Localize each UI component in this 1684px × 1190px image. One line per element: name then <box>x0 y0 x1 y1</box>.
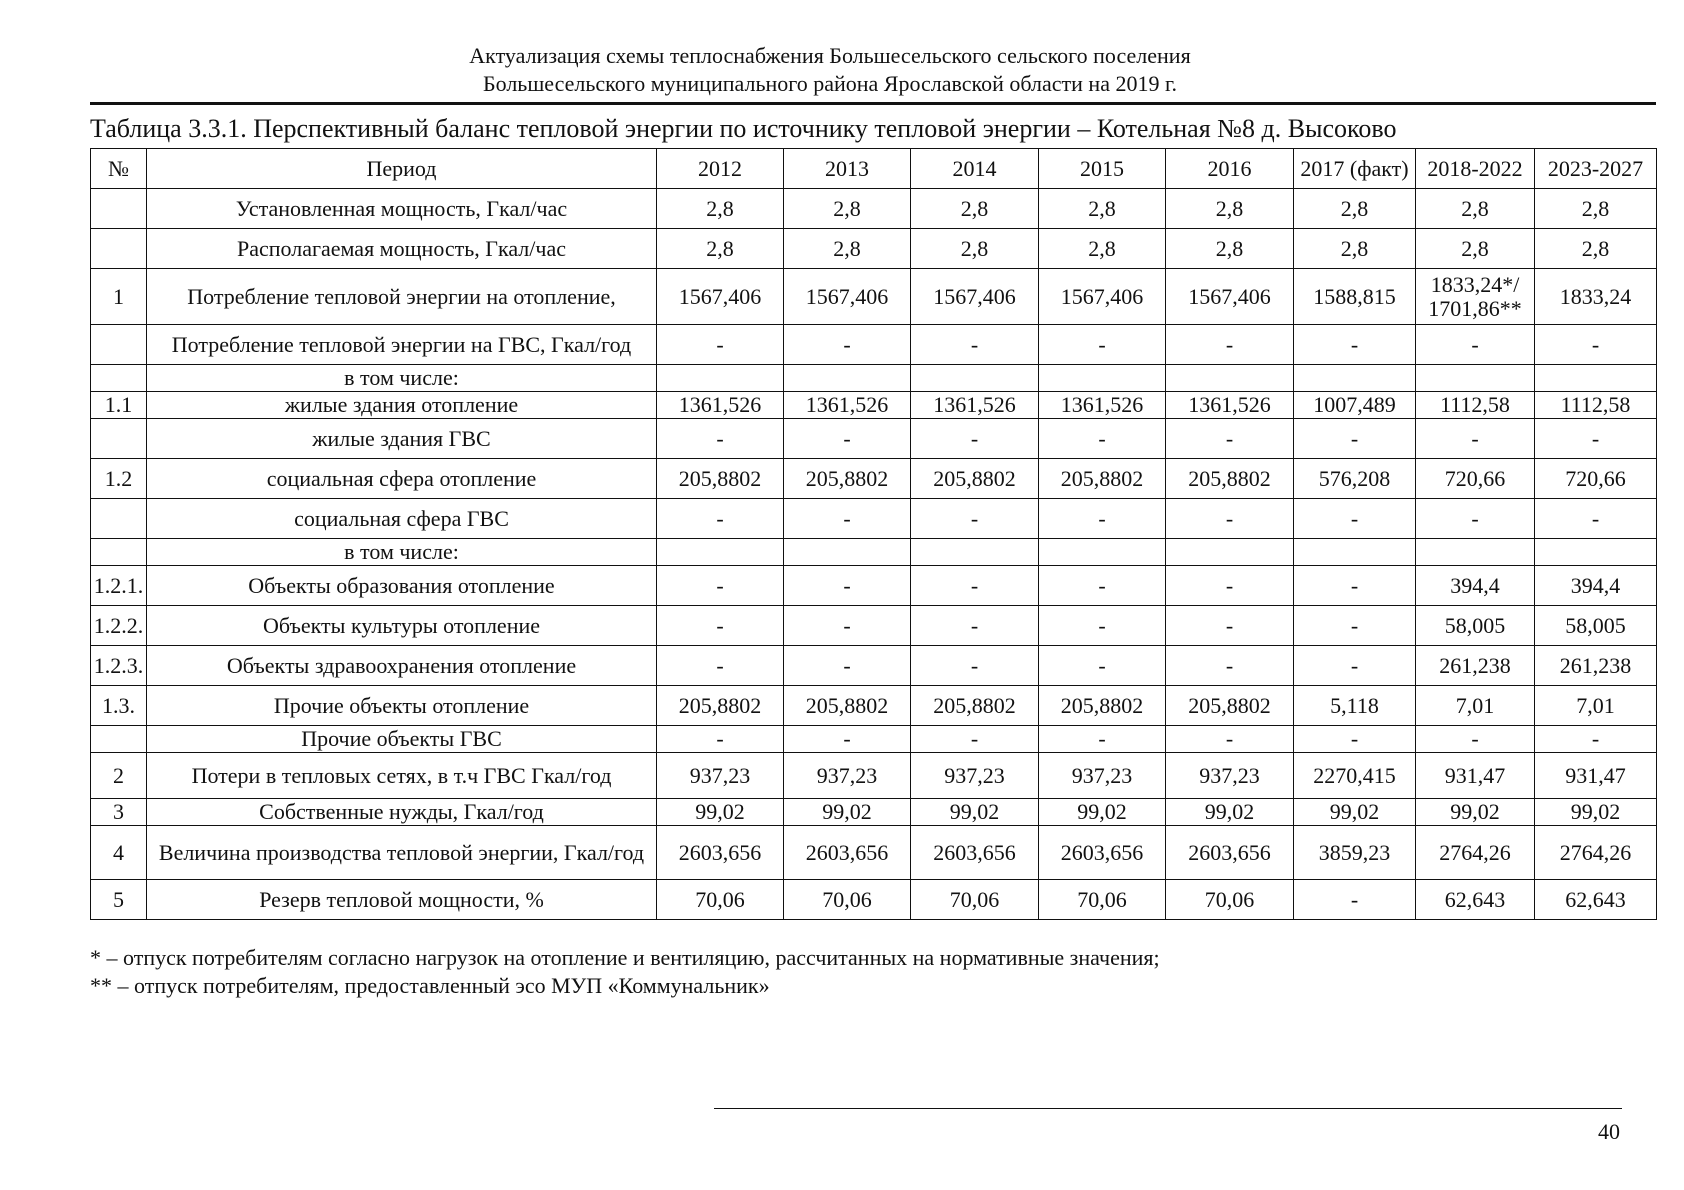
value-cell: 2,8 <box>1166 229 1294 269</box>
value-cell: - <box>657 646 784 686</box>
value-cell: - <box>1294 726 1416 753</box>
value-cell: 99,02 <box>1166 799 1294 826</box>
row-number-cell <box>91 539 147 566</box>
value-cell: - <box>1294 419 1416 459</box>
value-cell: 205,8802 <box>911 686 1039 726</box>
value-cell <box>1535 539 1657 566</box>
column-header: Период <box>147 149 657 189</box>
value-cell: - <box>1416 726 1535 753</box>
value-cell <box>1535 365 1657 392</box>
column-header: 2023-2027 <box>1535 149 1657 189</box>
value-cell: 1588,815 <box>1294 269 1416 325</box>
value-cell: 2,8 <box>911 229 1039 269</box>
row-label-cell: Располагаемая мощность, Гкал/час <box>147 229 657 269</box>
header-divider <box>90 102 1656 105</box>
row-number-cell <box>91 365 147 392</box>
table-body <box>91 189 1657 920</box>
table-title: Таблица 3.3.1. Перспективный баланс тепловой энергии по источнику тепловой энергии – Котельная №8 д. Высоково <box>90 114 1397 143</box>
value-cell: 205,8802 <box>784 686 911 726</box>
value-cell: 205,8802 <box>1039 459 1166 499</box>
value-cell: - <box>1416 419 1535 459</box>
value-cell: 7,01 <box>1416 686 1535 726</box>
row-number-cell <box>91 325 147 365</box>
value-cell: 2,8 <box>1166 189 1294 229</box>
value-cell: 1567,406 <box>1039 269 1166 325</box>
table-header-row <box>91 149 1657 189</box>
value-cell: 3859,23 <box>1294 826 1416 880</box>
value-cell: - <box>1294 606 1416 646</box>
value-cell: 205,8802 <box>1039 686 1166 726</box>
value-cell: 261,238 <box>1416 646 1535 686</box>
value-cell: - <box>1166 499 1294 539</box>
row-label-cell: Собственные нужды, Гкал/год <box>147 799 657 826</box>
value-cell: 1007,489 <box>1294 392 1416 419</box>
value-cell: 205,8802 <box>784 459 911 499</box>
value-cell: 62,643 <box>1416 880 1535 920</box>
row-number-cell: 1.2.3. <box>91 646 147 686</box>
value-cell: 70,06 <box>657 880 784 920</box>
value-cell <box>1166 365 1294 392</box>
value-cell <box>1416 539 1535 566</box>
value-cell: 2,8 <box>1416 189 1535 229</box>
value-cell: - <box>784 499 911 539</box>
value-cell: 205,8802 <box>911 459 1039 499</box>
value-cell: - <box>911 566 1039 606</box>
row-label-cell: Прочие объекты отопление <box>147 686 657 726</box>
value-cell: 2,8 <box>1294 229 1416 269</box>
value-cell: 2603,656 <box>911 826 1039 880</box>
row-number-cell: 1.2.2. <box>91 606 147 646</box>
value-cell: 2,8 <box>1535 189 1657 229</box>
value-cell: 2,8 <box>1416 229 1535 269</box>
footnote: * – отпуск потребителям согласно нагрузок на отопление и вентиляцию, рассчитанных на нормативные значения; <box>90 945 1160 970</box>
value-cell: 5,118 <box>1294 686 1416 726</box>
table-row <box>91 539 1657 566</box>
column-header: 2015 <box>1039 149 1166 189</box>
row-number-cell <box>91 726 147 753</box>
row-number-cell <box>91 189 147 229</box>
value-cell: 58,005 <box>1535 606 1657 646</box>
value-cell: - <box>1039 325 1166 365</box>
value-cell <box>784 539 911 566</box>
value-cell <box>911 539 1039 566</box>
table-row <box>91 419 1657 459</box>
value-cell: 99,02 <box>784 799 911 826</box>
row-label-cell: в том числе: <box>147 365 657 392</box>
table-row <box>91 686 1657 726</box>
value-cell <box>657 539 784 566</box>
row-label-cell: Установленная мощность, Гкал/час <box>147 189 657 229</box>
value-cell: 99,02 <box>1294 799 1416 826</box>
value-cell: - <box>784 566 911 606</box>
value-cell: 2270,415 <box>1294 753 1416 799</box>
value-cell: - <box>1294 566 1416 606</box>
value-cell: - <box>1535 499 1657 539</box>
value-cell: 2603,656 <box>1166 826 1294 880</box>
value-cell: 70,06 <box>1039 880 1166 920</box>
table-row <box>91 229 1657 269</box>
row-label-cell: Объекты образования отопление <box>147 566 657 606</box>
value-cell: 937,23 <box>657 753 784 799</box>
value-cell: 99,02 <box>1039 799 1166 826</box>
value-cell: 931,47 <box>1416 753 1535 799</box>
value-cell <box>784 365 911 392</box>
column-header: 2017 (факт) <box>1294 149 1416 189</box>
value-cell: 99,02 <box>911 799 1039 826</box>
row-label-cell: Резерв тепловой мощности, % <box>147 880 657 920</box>
value-cell: - <box>911 419 1039 459</box>
row-label-cell: Объекты культуры отопление <box>147 606 657 646</box>
value-cell: 1361,526 <box>1166 392 1294 419</box>
value-cell: - <box>1039 606 1166 646</box>
value-cell <box>1416 365 1535 392</box>
value-cell: 205,8802 <box>657 686 784 726</box>
value-cell: 937,23 <box>1166 753 1294 799</box>
value-cell: - <box>657 726 784 753</box>
value-cell: 2,8 <box>1039 189 1166 229</box>
value-cell <box>1294 365 1416 392</box>
value-cell: 931,47 <box>1535 753 1657 799</box>
value-line: 1701,86** <box>1428 295 1522 321</box>
row-label-cell: Объекты здравоохранения отопление <box>147 646 657 686</box>
value-cell: - <box>784 325 911 365</box>
value-cell: 1567,406 <box>1166 269 1294 325</box>
value-cell: - <box>784 646 911 686</box>
column-header: 2014 <box>911 149 1039 189</box>
row-label-cell: социальная сфера отопление <box>147 459 657 499</box>
row-number-cell: 1.3. <box>91 686 147 726</box>
value-cell: - <box>911 646 1039 686</box>
page-header <box>90 42 1570 98</box>
column-header: 2012 <box>657 149 784 189</box>
value-cell: 937,23 <box>1039 753 1166 799</box>
value-cell: 205,8802 <box>1166 459 1294 499</box>
value-cell: - <box>1416 325 1535 365</box>
value-cell: - <box>1166 646 1294 686</box>
value-cell: - <box>1039 646 1166 686</box>
value-cell: 2,8 <box>784 189 911 229</box>
value-cell: 937,23 <box>784 753 911 799</box>
value-cell: 58,005 <box>1416 606 1535 646</box>
table-row <box>91 826 1657 880</box>
value-cell: - <box>1166 726 1294 753</box>
table-row <box>91 269 1657 325</box>
value-cell: - <box>1166 606 1294 646</box>
value-cell: 99,02 <box>1535 799 1657 826</box>
table-row <box>91 365 1657 392</box>
value-cell: - <box>657 566 784 606</box>
value-cell: 205,8802 <box>1166 686 1294 726</box>
value-cell: - <box>911 499 1039 539</box>
value-cell: 394,4 <box>1416 566 1535 606</box>
row-label-cell: Потребление тепловой энергии на ГВС, Гкал/год <box>147 325 657 365</box>
value-cell: - <box>784 606 911 646</box>
table-row <box>91 880 1657 920</box>
value-cell: 1361,526 <box>1039 392 1166 419</box>
value-cell: 70,06 <box>1166 880 1294 920</box>
value-cell: - <box>1535 726 1657 753</box>
row-label-cell: Потери в тепловых сетях, в т.ч ГВС Гкал/год <box>147 753 657 799</box>
value-cell: - <box>1039 499 1166 539</box>
row-number-cell <box>91 499 147 539</box>
row-number-cell: 3 <box>91 799 147 826</box>
row-number-cell: 1 <box>91 269 147 325</box>
footnotes <box>90 944 1590 1000</box>
column-header: 2013 <box>784 149 911 189</box>
value-cell: 99,02 <box>657 799 784 826</box>
value-cell: 1112,58 <box>1535 392 1657 419</box>
value-cell: 1112,58 <box>1416 392 1535 419</box>
value-cell: 205,8802 <box>657 459 784 499</box>
value-cell: 2,8 <box>657 229 784 269</box>
value-cell: - <box>1039 726 1166 753</box>
value-cell: 2603,656 <box>784 826 911 880</box>
row-label-cell: жилые здания ГВС <box>147 419 657 459</box>
value-cell: 394,4 <box>1535 566 1657 606</box>
value-cell: - <box>1166 325 1294 365</box>
value-cell: - <box>1294 646 1416 686</box>
value-cell: 70,06 <box>911 880 1039 920</box>
table-row <box>91 325 1657 365</box>
value-cell <box>1039 365 1166 392</box>
table-row <box>91 753 1657 799</box>
table-row <box>91 566 1657 606</box>
row-number-cell: 1.1 <box>91 392 147 419</box>
table-row <box>91 799 1657 826</box>
value-cell: 70,06 <box>784 880 911 920</box>
value-cell <box>1039 539 1166 566</box>
value-cell: - <box>1294 880 1416 920</box>
value-cell: 1833,24 <box>1535 269 1657 325</box>
value-cell: 2764,26 <box>1416 826 1535 880</box>
value-cell: 1567,406 <box>657 269 784 325</box>
row-number-cell: 1.2 <box>91 459 147 499</box>
row-label-cell: Потребление тепловой энергии на отопление, <box>147 269 657 325</box>
value-cell: 1361,526 <box>784 392 911 419</box>
page-number: 40 <box>1598 1119 1620 1144</box>
value-cell: 261,238 <box>1535 646 1657 686</box>
table-row <box>91 392 1657 419</box>
value-cell: 2,8 <box>784 229 911 269</box>
value-cell: 2603,656 <box>1039 826 1166 880</box>
row-label-cell: жилые здания отопление <box>147 392 657 419</box>
value-cell: 1567,406 <box>911 269 1039 325</box>
row-label-cell: Прочие объекты ГВС <box>147 726 657 753</box>
value-cell: - <box>657 499 784 539</box>
value-cell: - <box>911 726 1039 753</box>
row-label-cell: Величина производства тепловой энергии, Гкал/год <box>147 826 657 880</box>
value-cell: - <box>1039 419 1166 459</box>
value-cell: 2764,26 <box>1535 826 1657 880</box>
row-number-cell: 1.2.1. <box>91 566 147 606</box>
value-cell: - <box>1166 566 1294 606</box>
table-row <box>91 459 1657 499</box>
value-cell <box>911 365 1039 392</box>
value-cell: 99,02 <box>1416 799 1535 826</box>
value-cell <box>1166 539 1294 566</box>
table-row <box>91 646 1657 686</box>
value-cell: 7,01 <box>1535 686 1657 726</box>
value-cell: - <box>657 606 784 646</box>
value-cell: 2603,656 <box>657 826 784 880</box>
value-cell: 2,8 <box>1535 229 1657 269</box>
row-number-cell: 4 <box>91 826 147 880</box>
value-cell: - <box>911 606 1039 646</box>
heat-balance-table <box>90 148 1657 920</box>
header-line-1: Актуализация схемы теплоснабжения Большесельского сельского поселения <box>469 43 1191 68</box>
value-cell: - <box>657 419 784 459</box>
value-cell: - <box>1294 325 1416 365</box>
value-cell: - <box>911 325 1039 365</box>
value-cell: 937,23 <box>911 753 1039 799</box>
footnote: ** – отпуск потребителям, предоставленный эсо МУП «Коммунальник» <box>90 973 770 998</box>
row-label-cell: в том числе: <box>147 539 657 566</box>
table-row <box>91 189 1657 229</box>
table-row <box>91 499 1657 539</box>
value-cell: - <box>784 726 911 753</box>
value-cell: - <box>1535 419 1657 459</box>
footer-divider <box>714 1108 1622 1109</box>
column-header: 2018-2022 <box>1416 149 1535 189</box>
value-cell: 576,208 <box>1294 459 1416 499</box>
row-label-cell: социальная сфера ГВС <box>147 499 657 539</box>
value-cell: 2,8 <box>657 189 784 229</box>
row-number-cell <box>91 229 147 269</box>
value-cell: 2,8 <box>911 189 1039 229</box>
value-cell: 1567,406 <box>784 269 911 325</box>
value-cell: - <box>1535 325 1657 365</box>
header-line-2: Большесельского муниципального района Ярославской области на 2019 г. <box>482 71 1178 96</box>
column-header: № <box>91 149 147 189</box>
value-cell: - <box>1039 566 1166 606</box>
value-cell: 2,8 <box>1039 229 1166 269</box>
table-row <box>91 726 1657 753</box>
row-number-cell: 5 <box>91 880 147 920</box>
value-cell: 720,66 <box>1416 459 1535 499</box>
value-cell <box>1294 539 1416 566</box>
column-header: 2016 <box>1166 149 1294 189</box>
value-cell: - <box>1294 499 1416 539</box>
value-cell: - <box>1166 419 1294 459</box>
value-cell: - <box>1416 499 1535 539</box>
value-cell <box>1416 269 1535 325</box>
value-cell: 2,8 <box>1294 189 1416 229</box>
table-row <box>91 606 1657 646</box>
value-cell: - <box>657 325 784 365</box>
value-cell: 1361,526 <box>911 392 1039 419</box>
value-line: 1833,24*/ <box>1430 271 1520 297</box>
row-number-cell <box>91 419 147 459</box>
value-cell <box>657 365 784 392</box>
value-cell: 720,66 <box>1535 459 1657 499</box>
value-cell: - <box>784 419 911 459</box>
value-cell: 62,643 <box>1535 880 1657 920</box>
row-number-cell: 2 <box>91 753 147 799</box>
value-cell: 1361,526 <box>657 392 784 419</box>
